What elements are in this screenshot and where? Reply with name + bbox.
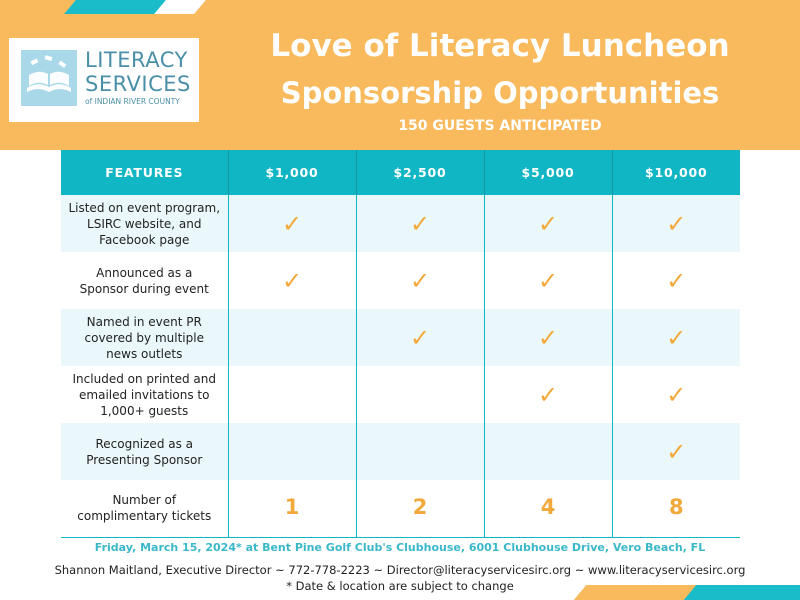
logo-text-literacy: LITERACY: [85, 48, 188, 72]
feature-text-line: Sponsor during event: [79, 281, 209, 296]
column-header-tier-1000: $1,000: [228, 150, 356, 195]
tier-cell: [484, 252, 612, 309]
ticket-count: 4: [540, 494, 556, 519]
column-header-features: FEATURES: [61, 150, 228, 195]
checkmark-icon: ✓: [537, 323, 559, 352]
page-title: Love of Literacy Luncheon: [270, 28, 730, 64]
feature-cell: [61, 195, 228, 252]
table-row: [61, 195, 740, 252]
table-body: [61, 195, 740, 537]
tier-cell: [356, 195, 484, 252]
column-header-tier-2500: $2,500: [356, 150, 484, 195]
feature-text-line: Named in event PR: [86, 314, 202, 329]
tier-cell: [484, 480, 612, 537]
feature-cell: [61, 366, 228, 423]
tier-cell: [484, 309, 612, 366]
logo-text-county: of INDIAN RIVER COUNTY: [85, 97, 180, 106]
feature-cell: [61, 309, 228, 366]
tier-cell: [228, 309, 356, 366]
feature-text-line: news outlets: [106, 346, 183, 361]
tier-cell: [356, 423, 484, 480]
ticket-count: 1: [284, 494, 300, 519]
feature-text-line: Listed on event program,: [68, 200, 221, 215]
tier-cell: [356, 366, 484, 423]
tier-cell: [612, 423, 740, 480]
open-book-icon: [21, 50, 77, 106]
ticket-count: 8: [668, 494, 684, 519]
table-header-row: [61, 150, 740, 195]
tier-cell: [356, 252, 484, 309]
table-row: [61, 366, 740, 423]
table-row: [61, 423, 740, 480]
feature-text-line: Recognized as a: [95, 436, 194, 451]
ticket-count: 2: [412, 494, 428, 519]
checkmark-icon: ✓: [666, 266, 687, 295]
tier-cell: [612, 252, 740, 309]
feature-cell: [61, 423, 228, 480]
checkmark-icon: ✓: [666, 323, 687, 352]
feature-text-line: 1,000+ guests: [100, 403, 189, 418]
tier-cell: [228, 366, 356, 423]
feature-text-line: Announced as a: [96, 265, 193, 280]
tier-cell: [484, 366, 612, 423]
guests-anticipated: 150 GUESTS ANTICIPATED: [398, 118, 602, 134]
checkmark-icon: ✓: [281, 266, 303, 295]
feature-cell: [61, 480, 228, 537]
column-header-tier-10000: $10,000: [612, 150, 740, 195]
table-row-tickets: [61, 480, 740, 537]
feature-text-line: Presenting Sponsor: [86, 452, 203, 467]
footnote: * Date & location are subject to change: [286, 579, 514, 593]
feature-text-line: emailed invitations to: [79, 387, 210, 402]
logo-text-services: SERVICES: [85, 72, 191, 96]
checkmark-icon: ✓: [409, 266, 431, 295]
feature-text-line: Included on printed and: [72, 371, 216, 386]
checkmark-icon: ✓: [666, 380, 687, 409]
table-row: [61, 309, 740, 366]
tier-cell: [612, 309, 740, 366]
tier-cell: [356, 480, 484, 537]
tier-cell: [612, 195, 740, 252]
checkmark-icon: ✓: [537, 266, 559, 295]
logo: [9, 38, 199, 122]
tier-cell: [228, 480, 356, 537]
checkmark-icon: ✓: [409, 209, 431, 238]
checkmark-icon: ✓: [281, 209, 303, 238]
feature-text-line: Facebook page: [99, 232, 190, 247]
column-header-tier-5000: $5,000: [484, 150, 612, 195]
bottom-teal-stripe: [684, 585, 800, 600]
feature-text-line: Number of: [112, 493, 177, 508]
tier-cell: [228, 423, 356, 480]
feature-cell: [61, 252, 228, 309]
tier-cell: [484, 423, 612, 480]
checkmark-icon: ✓: [537, 209, 559, 238]
checkmark-icon: ✓: [666, 209, 687, 238]
event-details: Friday, March 15, 2024* at Bent Pine Golf Club's Clubhouse, 6001 Clubhouse Drive, Vero Beach, FL: [94, 541, 706, 554]
tier-cell: [228, 195, 356, 252]
tier-cell: [612, 366, 740, 423]
checkmark-icon: ✓: [537, 380, 559, 409]
feature-text-line: complimentary tickets: [77, 509, 212, 524]
feature-text-line: LSIRC website, and: [87, 216, 202, 231]
tier-cell: [356, 309, 484, 366]
feature-text-line: covered by multiple: [84, 330, 204, 345]
checkmark-icon: ✓: [409, 323, 431, 352]
tier-cell: [484, 195, 612, 252]
sponsorship-table: [61, 150, 740, 538]
page-subtitle: Sponsorship Opportunities: [280, 76, 720, 110]
contact-info: Shannon Maitland, Executive Director ~ 772-778-2223 ~ Director@literacyservicesirc.org ~ www.literacyservicesirc.org: [54, 563, 746, 577]
table-row: [61, 252, 740, 309]
tier-cell: [228, 252, 356, 309]
checkmark-icon: ✓: [666, 437, 687, 466]
tier-cell: [612, 480, 740, 537]
